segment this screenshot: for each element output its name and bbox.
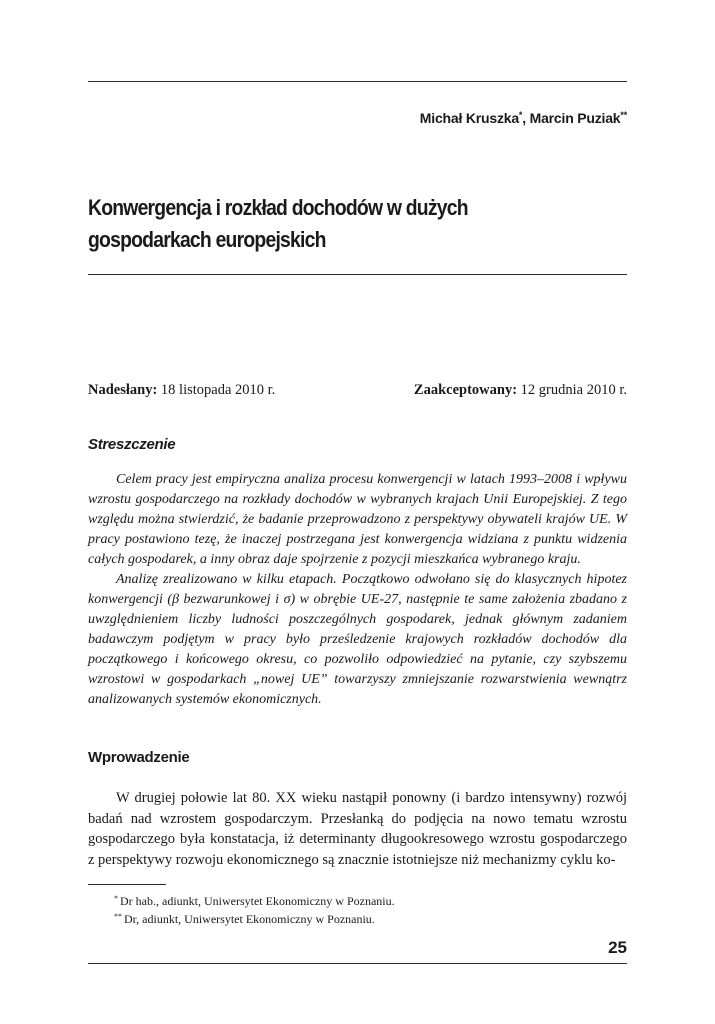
abstract-paragraph: Analizę zrealizowano w kilku etapach. Początkowo odwołano się do klasycznych hipotez konwergencji (β bezwarunkowej i σ) w obrębie UE-27, następnie te same założenia zbadano z uwzględnieniem liczby ludności poszczególnych gospodarek, jednak głównym zadaniem badawczym podjętym w pracy było prześledzenie krajowych rozkładów dochodów dla początkowego i końcowego okresu, co pozwoliło odpowiedzieć na pytanie, czy szybszemu wzrostowi w gospodarkach „nowej UE” towarzyszy zmniejszanie rozwarstwienia wewnątrz analizowanych systemów ekonomicznych. — [88, 572, 627, 707]
paper-title — [88, 192, 552, 256]
accepted-value: 12 grudnia 2010 r. — [517, 382, 627, 398]
section-heading: Wprowadzenie — [88, 749, 190, 766]
author-name: Michał Kruszka — [419, 110, 519, 126]
received-date — [88, 382, 275, 399]
accepted-label: Zaakceptowany: — [413, 382, 518, 398]
body-paragraph: W drugiej połowie lat 80. XX wieku nastąpił ponowny (i bardzo intensywny) rozwój badań nad wzrostem gospodarczym. Przesłanką do podjęcia na nowo tematu wzrostu gospodarczego była konstatacja, iż determinanty długookresowego wzrostu gospodarczego z perspektywy rozwoju ekonomicznego są znacznie istotniejsze niż mechanizmy cyklu ko- — [88, 790, 627, 868]
footnote-text: Dr hab., adiunkt, Uniwersytet Ekonomiczny w Poznaniu. — [120, 894, 395, 908]
accepted-date — [414, 382, 627, 399]
author-name: Marcin Puziak — [529, 110, 621, 126]
footnote-rule — [88, 884, 166, 885]
bottom-rule — [88, 963, 627, 964]
abstract-heading: Streszczenie — [88, 436, 176, 453]
footnote — [114, 891, 614, 909]
title-line: gospodarkach europejskich — [88, 227, 326, 252]
author-separator: , — [522, 110, 530, 126]
abstract-paragraph: Celem pracy jest empiryczna analiza procesu konwergencji w latach 1993–2008 i wpływu wzrostu gospodarczego na rozkłady dochodów w wybranych krajach Unii Europejskiej. Z tego względu można stwierdzić, że badanie przeprowadzono z perspektywy obywateli krajów UE. W pracy postawiono tezę, że inaczej postrzegana jest konwergencja widziana z punktu widzenia całych gospodarek, a inny obraz daje spojrzenie z pozycji mieszkańca wybranego kraju. — [88, 472, 627, 567]
author-line — [420, 110, 627, 126]
footnote — [114, 909, 614, 927]
title-line: Konwergencja i rozkład dochodów w dużych — [88, 195, 468, 220]
footnote-marker: ** — [114, 912, 122, 921]
footnote-marker: * — [114, 894, 118, 903]
top-rule — [88, 81, 627, 82]
body-text — [88, 788, 627, 870]
page-number: 25 — [608, 938, 627, 957]
received-value: 18 listopada 2010 r. — [157, 382, 276, 398]
title-rule — [88, 274, 627, 275]
footnote-marker: ** — [620, 110, 627, 120]
received-label: Nadesłany: — [88, 382, 158, 398]
footnote-marker: * — [518, 110, 523, 120]
abstract-text — [88, 470, 627, 710]
footnote-text: Dr, adiunkt, Uniwersytet Ekonomiczny w Poznaniu. — [124, 912, 375, 926]
footnotes — [114, 891, 614, 927]
submission-dates — [88, 382, 627, 399]
